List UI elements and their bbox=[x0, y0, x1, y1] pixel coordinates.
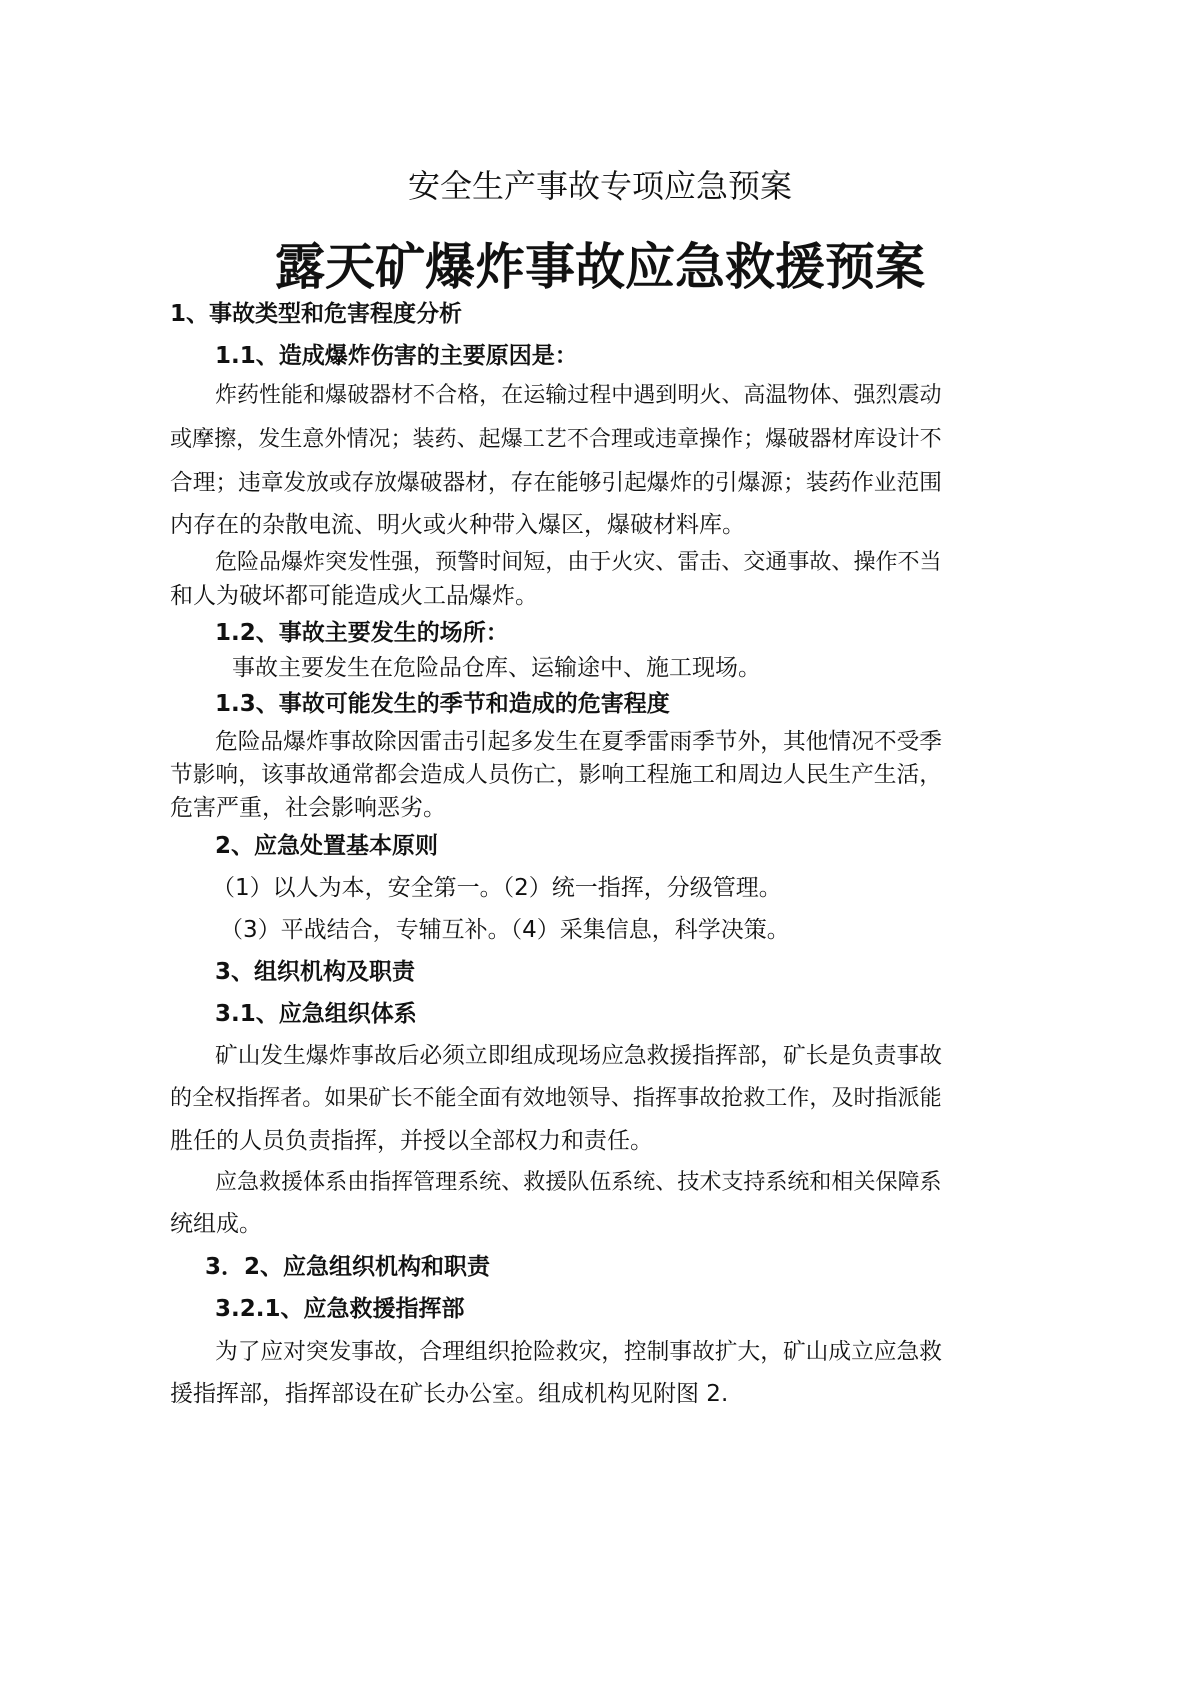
paragraph-line: 的全权指挥者。如果矿长不能全面有效地领导、指挥事故抢救工作，及时指派能 bbox=[170, 1086, 942, 1111]
section-heading-3-1: 3.1、应急组织体系 bbox=[215, 1001, 417, 1027]
section-heading-1-1: 1.1、造成爆炸伤害的主要原因是： bbox=[215, 343, 578, 369]
paragraph-line: 危险品爆炸突发性强，预警时间短，由于火灾、雷击、交通事故、操作不当 bbox=[215, 550, 942, 575]
paragraph-line: 或摩擦，发生意外情况；装药、起爆工艺不合理或违章操作；爆破器材库设计不 bbox=[170, 427, 942, 452]
paragraph-line: 节影响，该事故通常都会造成人员伤亡，影响工程施工和周边人民生产生活， bbox=[170, 762, 942, 788]
section-heading-3-2-1: 3.2.1、应急救援指挥部 bbox=[215, 1296, 465, 1322]
principle-line-1: （1）以人为本，安全第一。（2）统一指挥，分级管理。 bbox=[212, 875, 782, 901]
section-heading-3: 3、组织机构及职责 bbox=[215, 959, 416, 985]
section-heading-1: 1、事故类型和危害程度分析 bbox=[170, 301, 463, 327]
paragraph-line: 胜任的人员负责指挥，并授以全部权力和责任。 bbox=[170, 1128, 653, 1154]
section-heading-1-3: 1.3、事故可能发生的季节和造成的危害程度 bbox=[215, 691, 670, 717]
paragraph-line: 内存在的杂散电流、明火或火种带入爆区，爆破材料库。 bbox=[170, 512, 745, 538]
paragraph-line: 统组成。 bbox=[170, 1211, 262, 1237]
paragraph-line: 合理；违章发放或存放爆破器材，存在能够引起爆炸的引爆源；装药作业范围 bbox=[170, 470, 942, 496]
paragraph-line: 危险品爆炸事故除因雷击引起多发生在夏季雷雨季节外，其他情况不受季 bbox=[215, 729, 942, 755]
paragraph-line: 应急救援体系由指挥管理系统、救援队伍系统、技术支持系统和相关保障系 bbox=[215, 1170, 942, 1195]
paragraph-line: 为了应对突发事故，合理组织抢险救灾，控制事故扩大，矿山成立应急救 bbox=[215, 1339, 942, 1365]
section-heading-3-2: 3．2、应急组织机构和职责 bbox=[205, 1254, 491, 1280]
document-subtitle: 安全生产事故专项应急预案 bbox=[407, 167, 792, 205]
paragraph-line: 事故主要发生在危险品仓库、运输途中、施工现场。 bbox=[232, 655, 761, 681]
paragraph-line: 矿山发生爆炸事故后必须立即组成现场应急救援指挥部，矿长是负责事故 bbox=[215, 1043, 942, 1069]
paragraph-line: 炸药性能和爆破器材不合格，在运输过程中遇到明火、高温物体、强烈震动 bbox=[215, 383, 942, 408]
principle-line-2: （3）平战结合，专辅互补。（4）采集信息，科学决策。 bbox=[220, 917, 790, 943]
section-heading-2: 2、应急处置基本原则 bbox=[215, 833, 439, 859]
paragraph-line: 危害严重，社会影响恶劣。 bbox=[170, 795, 446, 821]
paragraph-line: 和人为破坏都可能造成火工品爆炸。 bbox=[170, 583, 538, 609]
document-title: 露天矿爆炸事故应急救援预案 bbox=[275, 238, 925, 296]
section-heading-1-2: 1.2、事故主要发生的场所： bbox=[215, 620, 509, 646]
paragraph-line: 援指挥部，指挥部设在矿长办公室。组成机构见附图 2. bbox=[170, 1381, 729, 1407]
